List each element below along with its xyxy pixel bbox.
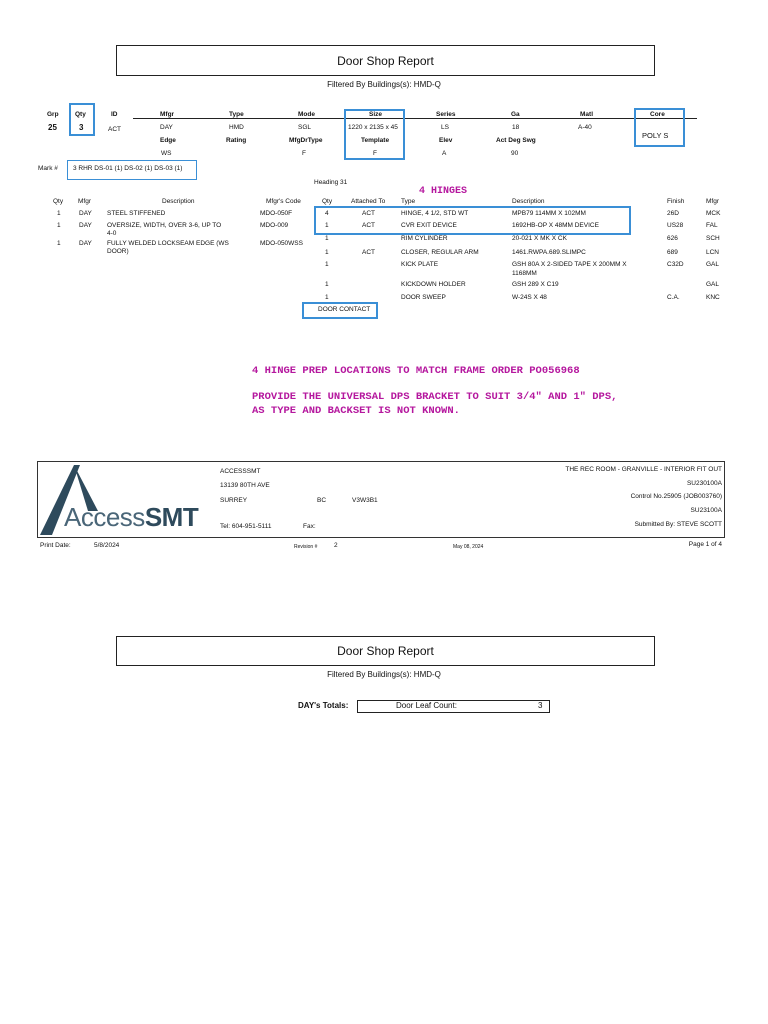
right-row-finish: 626 <box>667 235 678 242</box>
right-row-attached: ACT <box>362 249 375 256</box>
hdr-matl: Matl <box>580 111 593 118</box>
val-grp: 25 <box>48 123 57 132</box>
footer-submitted: Submitted By: STEVE SCOTT <box>634 521 722 528</box>
right-row-finish: C.A. <box>667 294 680 301</box>
footer-code1: SU230100A <box>686 480 722 487</box>
val-edge: WS <box>161 150 172 157</box>
left-hdr-qty: Qty <box>53 198 64 205</box>
left-row-description: FULLY WELDED LOCKSEAM EDGE (WS <box>107 240 229 247</box>
filter-text-2: Filtered By Buildings(s): HMD-Q <box>327 670 441 679</box>
leaf-count-label: Door Leaf Count: <box>396 701 457 710</box>
right-row-finish: 689 <box>667 249 678 256</box>
hdr-id: ID <box>111 111 118 118</box>
highlight-core <box>634 108 685 147</box>
left-row-description: STEEL STIFFENED <box>107 210 166 217</box>
right-hdr-attached: Attached To <box>351 198 386 205</box>
footer-postal: V3W3B1 <box>352 497 378 504</box>
right-row-type: HINGE, 4 1/2, STD WT <box>401 210 469 217</box>
right-row-mfgr: FAL <box>706 222 718 229</box>
val-series: LS <box>441 124 449 131</box>
footer-city: SURREY <box>220 497 248 504</box>
footer-code2: SU23100A <box>690 507 722 514</box>
door-contact-label: DOOR CONTACT <box>318 306 371 313</box>
leaf-count-box <box>357 700 550 713</box>
report-title: Door Shop Report <box>337 53 434 68</box>
report-title-box <box>116 45 655 76</box>
note-type-backset: AS TYPE AND BACKSET IS NOT KNOWN. <box>252 405 460 417</box>
val-id: ACT <box>108 126 121 133</box>
val-act-deg-swg: 90 <box>511 150 519 157</box>
val-size: 1220 x 2135 x 45 <box>348 124 398 131</box>
report-title-box-2 <box>116 636 655 666</box>
left-row-mfgr: DAY <box>79 222 92 229</box>
hdr-mfgr: Mfgr <box>160 111 175 118</box>
right-row-qty: 1 <box>325 281 329 288</box>
left-hdr-code: Mfgr's Code <box>266 198 301 205</box>
hdr-mode: Mode <box>298 111 315 118</box>
hdr-qty: Qty <box>75 111 86 118</box>
footer-control: Control No.25905 (JOB003760) <box>630 493 722 500</box>
heading-number: Heading 31 <box>314 179 348 186</box>
left-row-qty: 1 <box>57 222 61 229</box>
right-row-type: KICK PLATE <box>401 261 439 268</box>
right-row-mfgr: LCN <box>706 249 720 256</box>
footer-project: THE REC ROOM - GRANVILLE - INTERIOR FIT OUT <box>565 466 722 473</box>
right-row-type: KICKDOWN HOLDER <box>401 281 466 288</box>
right-row-description: MPB79 114MM X 102MM <box>512 210 586 217</box>
left-row-code: MDO-009 <box>260 222 289 229</box>
hdr-ga: Ga <box>511 111 520 118</box>
right-row-finish: US28 <box>667 222 684 229</box>
filter-text: Filtered By Buildings(s): HMD-Q <box>327 80 441 89</box>
right-row-finish: C32D <box>667 261 684 268</box>
date-center: May 08, 2024 <box>453 544 484 550</box>
val-template: F <box>373 150 377 157</box>
footer-tel: Tel: 604-951-5111 <box>220 523 272 530</box>
left-row-mfgr: DAY <box>79 240 92 247</box>
annotation-hinges: 4 HINGES <box>419 186 468 197</box>
print-date-label: Print Date: <box>40 542 71 549</box>
val-elev: A <box>442 150 447 157</box>
header-rule <box>133 118 697 119</box>
val-ga: 18 <box>512 124 520 131</box>
right-row-qty: 1 <box>325 294 329 301</box>
right-row-mfgr: GAL <box>706 281 720 288</box>
hdr-edge: Edge <box>160 137 176 144</box>
val-matl: A-40 <box>578 124 592 131</box>
right-hdr-finish: Finish <box>667 198 685 205</box>
note-hinge-prep: 4 HINGE PREP LOCATIONS TO MATCH FRAME ORDER PO056968 <box>252 365 580 377</box>
hdr-size: Size <box>369 111 383 118</box>
right-row-qty: 4 <box>325 210 329 217</box>
right-row-qty: 1 <box>325 261 329 268</box>
right-row-description: W-24S X 48 <box>512 294 547 301</box>
right-row-description: 1692HB-OP X 48MM DEVICE <box>512 222 599 229</box>
right-row-type: DOOR SWEEP <box>401 294 446 301</box>
hdr-grp: Grp <box>47 111 59 118</box>
left-row-qty: 1 <box>57 210 61 217</box>
hdr-rating: Rating <box>226 137 247 144</box>
revision-label: Revision # <box>294 544 318 550</box>
right-row-description: GSH 80A X 2-SIDED TAPE X 200MM X <box>512 261 627 268</box>
print-date-value: 5/8/2024 <box>94 542 120 549</box>
right-hdr-description: Description <box>512 198 545 205</box>
left-row-code: MDO-050WSS <box>260 240 303 247</box>
val-qty: 3 <box>79 123 84 132</box>
hdr-series: Series <box>436 111 456 118</box>
val-mode: SGL <box>298 124 312 131</box>
right-row-description: 20-021 X MK X CK <box>512 235 567 242</box>
page-number: Page 1 of 4 <box>688 541 722 548</box>
highlight-mark <box>67 160 197 180</box>
mark-value: 3 RHR DS-01 (1) DS-02 (1) DS-03 (1) <box>73 165 183 172</box>
right-row-mfgr: GAL <box>706 261 720 268</box>
left-row-mfgr: DAY <box>79 210 92 217</box>
left-row-description-cont: 4-0 <box>107 230 117 237</box>
hdr-elev: Elev <box>439 137 453 144</box>
right-row-type: CVR EXIT DEVICE <box>401 222 457 229</box>
right-row-description: 1461.RWPA.689.SLIMPC <box>512 249 586 256</box>
right-row-description-cont: 1168MM <box>512 270 537 277</box>
footer-province: BC <box>317 497 327 504</box>
right-row-mfgr: SCH <box>706 235 720 242</box>
logo-light-text: Access <box>64 502 145 532</box>
hdr-template: Template <box>361 137 390 144</box>
highlight-size <box>344 109 405 160</box>
right-row-type: RIM CYLINDER <box>401 235 448 242</box>
hdr-type: Type <box>229 111 244 118</box>
totals-label: DAY's Totals: <box>298 701 349 710</box>
right-hdr-mfgr: Mfgr <box>706 198 719 205</box>
left-row-code: MDO-050F <box>260 210 293 217</box>
highlight-hinge-exit <box>314 206 631 235</box>
right-row-finish: 26D <box>667 210 679 217</box>
right-hdr-qty: Qty <box>322 198 333 205</box>
footer-fax: Fax: <box>303 523 316 530</box>
left-row-description-cont: DOOR) <box>107 248 129 255</box>
val-core: POLY S <box>642 131 669 140</box>
val-mfgdrtype: F <box>302 150 306 157</box>
accesssmt-logo-text <box>64 502 198 533</box>
right-row-qty: 1 <box>325 235 329 242</box>
left-row-description: OVERSIZE, WIDTH, OVER 3-6, UP TO <box>107 222 222 229</box>
left-hdr-description: Description <box>162 198 195 205</box>
left-hdr-mfgr: Mfgr <box>78 198 91 205</box>
left-row-qty: 1 <box>57 240 61 247</box>
right-row-attached: ACT <box>362 222 375 229</box>
right-row-mfgr: MCK <box>706 210 721 217</box>
mark-label: Mark # <box>38 165 58 172</box>
footer-company: ACCESSSMT <box>220 468 261 475</box>
val-type: HMD <box>229 124 244 131</box>
leaf-count-value: 3 <box>538 701 543 710</box>
hdr-core: Core <box>650 111 665 118</box>
right-row-type: CLOSER, REGULAR ARM <box>401 249 479 256</box>
hdr-act-deg-swg: Act Deg Swg <box>496 137 536 144</box>
footer-address: 13139 80TH AVE <box>220 482 270 489</box>
logo-bold-text: SMT <box>144 502 199 532</box>
right-row-description: GSH 289 X C19 <box>512 281 559 288</box>
report-title-2: Door Shop Report <box>337 644 434 658</box>
hdr-mfgdrtype: MfgDrType <box>289 137 323 144</box>
right-row-mfgr: KNC <box>706 294 720 301</box>
val-mfgr: DAY <box>160 124 173 131</box>
right-row-attached: ACT <box>362 210 375 217</box>
note-dps-bracket: PROVIDE THE UNIVERSAL DPS BRACKET TO SUIT 3/4" AND 1" DPS, <box>252 391 618 403</box>
right-row-qty: 1 <box>325 249 329 256</box>
highlight-qty <box>69 103 95 136</box>
right-row-qty: 1 <box>325 222 329 229</box>
right-hdr-type: Type <box>401 198 416 205</box>
revision-value: 2 <box>334 542 338 549</box>
